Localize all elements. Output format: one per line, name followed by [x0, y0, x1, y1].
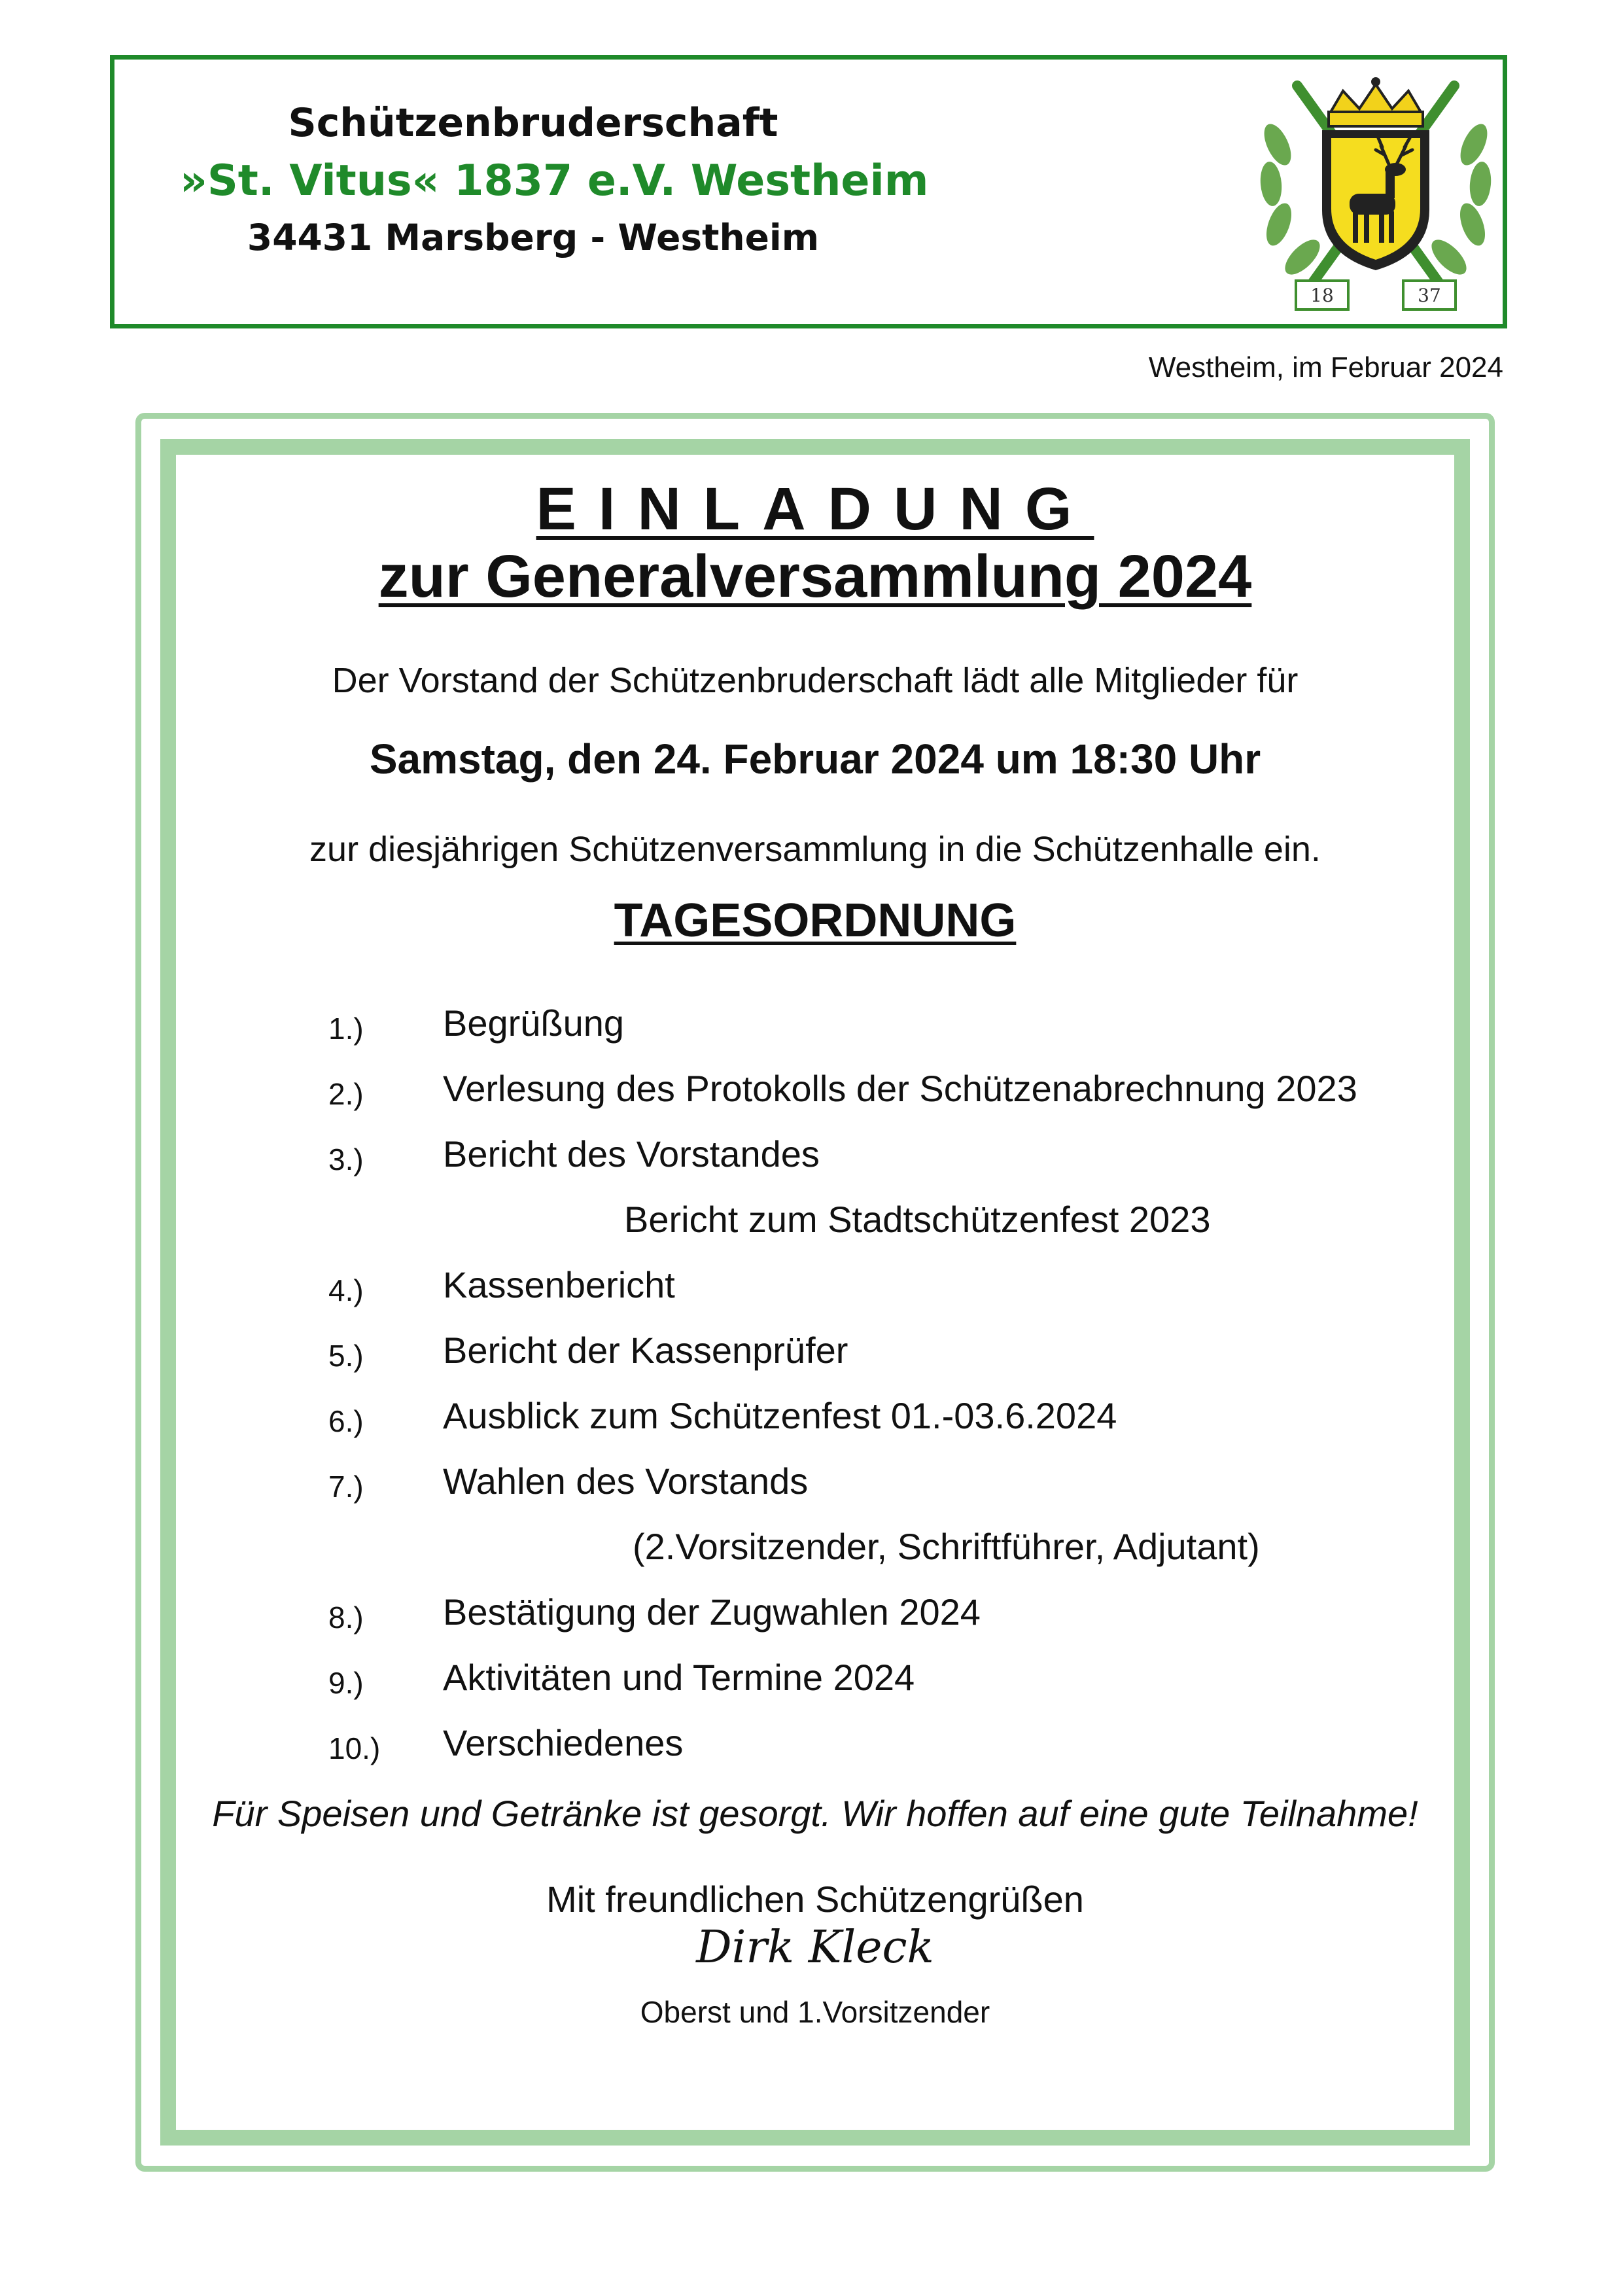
- invitation-subtitle: zur Generalversammlung 2024: [378, 543, 1252, 610]
- agenda-item: [160, 1067, 1470, 1133]
- meeting-date: Samstag, den 24. Februar 2024 um 18:30 Uhr: [369, 735, 1261, 783]
- agenda-item-number: 9.): [328, 1666, 364, 1700]
- club-subtitle: »St. Vitus« 1837 e.V. Westheim: [180, 156, 929, 205]
- agenda-item-subtext: Bericht zum Stadtschützenfest 2023: [624, 1199, 1211, 1240]
- agenda-title: TAGESORDNUNG: [614, 894, 1017, 947]
- agenda-item: [160, 1263, 1470, 1329]
- agenda-item: [160, 1722, 1470, 1787]
- closing-note: Für Speisen und Getränke ist gesorgt. Wir hoffen auf eine gute Teilnahme!: [212, 1793, 1418, 1834]
- agenda-item: [160, 1460, 1470, 1525]
- agenda-item-number: 7.): [328, 1470, 364, 1504]
- agenda-item-subtext: (2.Vorsitzender, Schriftführer, Adjutant): [633, 1526, 1260, 1567]
- agenda-item-number: 4.): [328, 1273, 364, 1307]
- agenda-item-text: Verschiedenes: [443, 1722, 684, 1763]
- agenda-item-number: 5.): [328, 1339, 364, 1373]
- agenda-item-number: 1.): [328, 1012, 364, 1046]
- agenda-item-text: Bericht des Vorstandes: [443, 1133, 820, 1174]
- agenda-item: [160, 1133, 1470, 1198]
- agenda-item-number: 10.): [328, 1731, 381, 1765]
- agenda-item: [160, 1591, 1470, 1656]
- agenda-item: [160, 1394, 1470, 1460]
- invitation-title: EINLADUNG: [536, 476, 1094, 542]
- club-address: 34431 Marsberg - Westheim: [247, 217, 820, 258]
- greeting: Mit freundlichen Schützengrüßen: [546, 1879, 1084, 1920]
- letterhead: [110, 55, 1507, 328]
- agenda-item-number: 2.): [328, 1077, 364, 1111]
- agenda-item: [160, 1002, 1470, 1067]
- agenda-item-text: Verlesung des Protokolls der Schützenabrechnung 2023: [443, 1068, 1357, 1109]
- agenda-item-text: Aktivitäten und Termine 2024: [443, 1657, 915, 1698]
- agenda-item-text: Ausblick zum Schützenfest 01.-03.6.2024: [443, 1395, 1117, 1436]
- invitation-body: [160, 439, 1470, 2146]
- agenda-item-text: Kassenbericht: [443, 1264, 675, 1305]
- signer-role: Oberst und 1.Vorsitzender: [640, 1995, 990, 2029]
- agenda-item-text: Bestätigung der Zugwahlen 2024: [443, 1591, 981, 1633]
- invitation-intro: Der Vorstand der Schützenbruderschaft lädt alle Mitglieder für: [332, 661, 1299, 700]
- agenda-item: [160, 1656, 1470, 1722]
- signature: Dirk Kleck: [696, 1922, 934, 1973]
- agenda-item-text: Bericht der Kassenprüfer: [443, 1330, 848, 1371]
- club-name: Schützenbruderschaft: [288, 100, 778, 146]
- agenda-item: [160, 1329, 1470, 1394]
- agenda-item-text: Begrüßung: [443, 1002, 625, 1044]
- emblem-year-left: 18: [1310, 285, 1334, 306]
- place-date: Westheim, im Februar 2024: [1148, 351, 1503, 383]
- agenda-item-number: 8.): [328, 1600, 364, 1634]
- emblem-year-right: 37: [1418, 285, 1441, 306]
- agenda-item-number: 6.): [328, 1404, 364, 1438]
- invitation-outro: zur diesjährigen Schützenversammlung in die Schützenhalle ein.: [309, 830, 1321, 869]
- club-emblem-icon: [1251, 73, 1500, 321]
- agenda-item-number: 3.): [328, 1142, 364, 1176]
- agenda-item-text: Wahlen des Vorstands: [443, 1460, 809, 1502]
